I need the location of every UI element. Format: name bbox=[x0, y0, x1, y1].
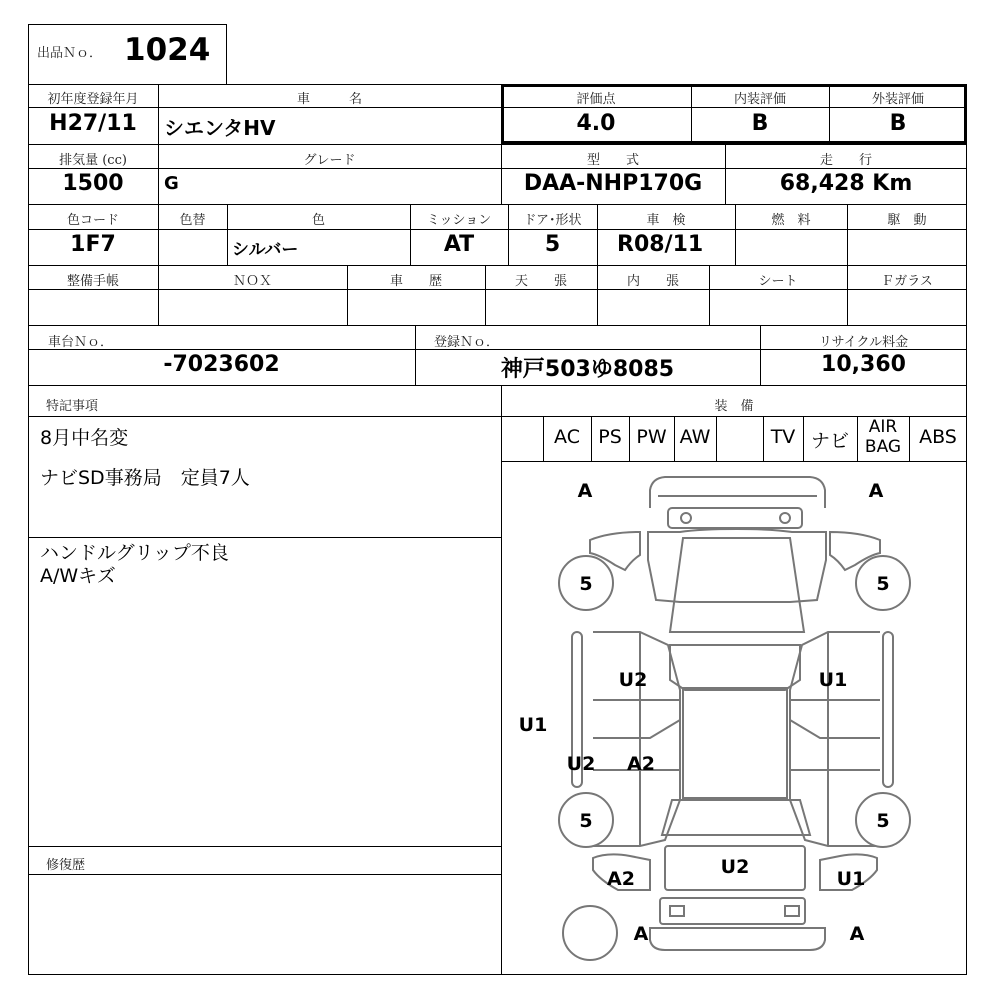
equipment-pw: PW bbox=[636, 426, 667, 448]
lot-number: 1024 bbox=[124, 32, 211, 68]
model-label: 型 式 bbox=[586, 153, 639, 168]
chassis-value: -7023602 bbox=[163, 352, 280, 377]
notes-label: 特記事項 bbox=[46, 399, 99, 414]
mark-rear-left-door: U2 bbox=[566, 753, 596, 775]
mission-label: ミッション bbox=[426, 213, 492, 228]
interior-trim-label: 内 張 bbox=[626, 274, 679, 289]
inspection-label: 車 検 bbox=[646, 213, 686, 228]
note-line-2: ナビSD事務局 定員7人 bbox=[40, 467, 250, 489]
repaint-label: 色替 bbox=[179, 213, 206, 228]
mileage-value: 68,428 Km bbox=[779, 171, 913, 196]
regno-value: 神戸503ゆ8085 bbox=[500, 357, 675, 382]
displacement-value: 1500 bbox=[62, 171, 124, 196]
repair-history-label: 修復歴 bbox=[46, 858, 86, 873]
chassis-label: 車台Ｎｏ． bbox=[48, 335, 114, 350]
interior-value: B bbox=[751, 111, 769, 136]
equipment-label: 装 備 bbox=[714, 399, 754, 414]
lot-label: 出品Ｎｏ． bbox=[37, 46, 103, 61]
mark-rear-left: A bbox=[633, 923, 649, 945]
door-value: 5 bbox=[544, 232, 561, 257]
mark-rear-right-panel: U1 bbox=[836, 868, 866, 890]
note-line-1: 8月中名変 bbox=[40, 427, 129, 449]
mark-roof-left: U2 bbox=[618, 669, 648, 691]
mark-front-right: A bbox=[868, 480, 884, 502]
nox-label: ＮＯＸ bbox=[232, 274, 272, 289]
car-name-value: シエンタHV bbox=[164, 116, 276, 140]
mark-tire-rr: 5 bbox=[876, 810, 890, 832]
grade-value: G bbox=[164, 173, 179, 194]
car-name-label: 車 名 bbox=[296, 92, 362, 107]
inspection-value: R08/11 bbox=[617, 232, 704, 257]
mark-tire-fr: 5 bbox=[876, 573, 890, 595]
mark-rear-left-panel: A2 bbox=[607, 868, 635, 890]
windshield-label: Ｆガラス bbox=[881, 274, 933, 289]
history-label: 車 歴 bbox=[389, 274, 442, 289]
note-line-4: A/Wキズ bbox=[40, 565, 116, 587]
drive-label: 駆 動 bbox=[887, 213, 927, 228]
mark-side-left: U1 bbox=[518, 714, 548, 736]
equipment-ps: PS bbox=[598, 426, 622, 448]
recycle-value: 10,360 bbox=[821, 352, 906, 377]
exterior-label: 外装評価 bbox=[871, 92, 924, 107]
reg-date-label: 初年度登録年月 bbox=[47, 92, 139, 107]
equipment-aw: AW bbox=[679, 426, 711, 448]
reg-date-value: H27/11 bbox=[49, 111, 137, 136]
mark-tire-rl: 5 bbox=[579, 810, 593, 832]
mission-value: AT bbox=[443, 232, 475, 257]
equipment-abs: ABS bbox=[919, 426, 957, 448]
mark-roof-right: U1 bbox=[818, 669, 848, 691]
service-book-label: 整備手帳 bbox=[66, 274, 119, 289]
color-label: 色 bbox=[311, 213, 325, 228]
seat-label: シート bbox=[758, 274, 798, 289]
car-diagram bbox=[502, 462, 966, 974]
mark-rear-right: A bbox=[849, 923, 865, 945]
mark-tire-fl: 5 bbox=[579, 573, 593, 595]
mileage-label: 走 行 bbox=[819, 153, 872, 168]
equipment-ac: AC bbox=[554, 426, 580, 448]
mark-floor: A2 bbox=[627, 753, 655, 775]
equipment-airbag: AIR BAG bbox=[864, 417, 902, 457]
grade-label: グレード bbox=[303, 153, 356, 168]
model-value: DAA-NHP170G bbox=[523, 171, 703, 196]
recycle-label: リサイクル料金 bbox=[818, 335, 909, 350]
door-label: ドア･形状 bbox=[523, 213, 582, 228]
displacement-label: 排気量 (cc) bbox=[59, 153, 127, 168]
equipment-tv: TV bbox=[770, 426, 796, 448]
regno-label: 登録Ｎｏ． bbox=[434, 335, 500, 350]
color-code-value: 1F7 bbox=[70, 232, 116, 257]
headliner-label: 天 張 bbox=[514, 274, 567, 289]
mark-front-left: A bbox=[577, 480, 593, 502]
equipment-navi: ナビ bbox=[810, 430, 849, 452]
color-value: シルバー bbox=[232, 240, 299, 260]
score-label: 評価点 bbox=[576, 92, 616, 107]
color-code-label: 色コード bbox=[66, 213, 119, 228]
exterior-value: B bbox=[889, 111, 907, 136]
score-value: 4.0 bbox=[576, 111, 616, 136]
interior-label: 内装評価 bbox=[733, 92, 786, 107]
mark-trunk: U2 bbox=[720, 856, 750, 878]
spare-tire bbox=[563, 906, 617, 960]
note-line-3: ハンドルグリップ不良 bbox=[40, 542, 229, 564]
fuel-label: 燃 料 bbox=[771, 213, 811, 228]
